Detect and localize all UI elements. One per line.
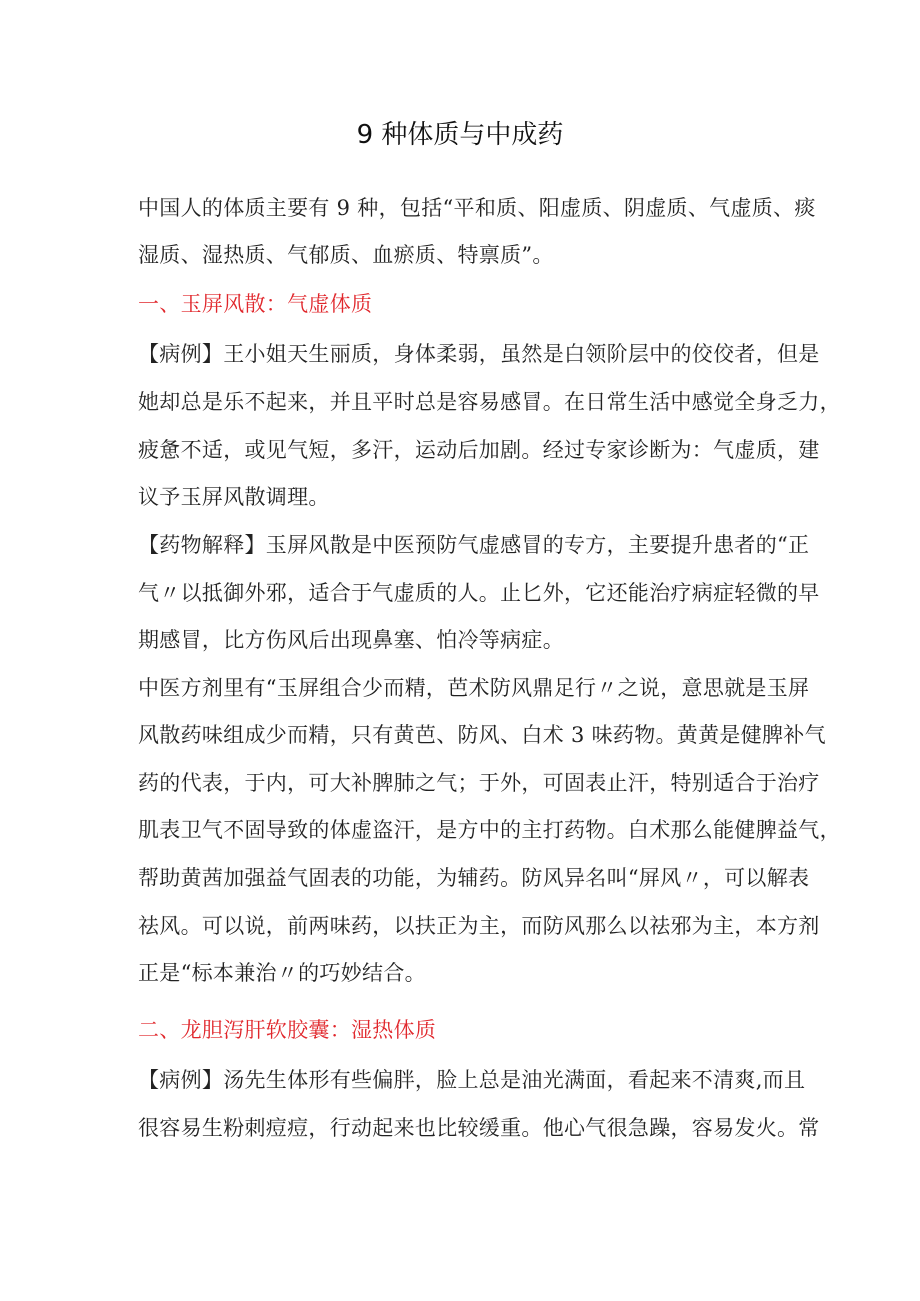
paragraph-line: 疲惫不适，或见气短，多汗，运动后加剧。经过专家诊断为：气虚质，建 xyxy=(138,438,820,462)
paragraph-line: 【病例】汤先生体形有些偏胖，脸上总是油光满面，看起来不清爽,而且 xyxy=(138,1068,806,1092)
paragraph-line: 湿质、湿热质、气郁质、血瘀质、特禀质”。 xyxy=(138,243,554,267)
paragraph-line: 风散药味组成少而精，只有黄芭、防风、白术 3 味药物。黄黄是健脾补气 xyxy=(138,723,826,747)
paragraph-line: 肌表卫气不固导致的体虚盗汗，是方中的主打药物。白术那么能健脾益气， xyxy=(138,818,841,842)
paragraph-line: 气〃以抵御外邪，适合于气虚质的人。止匕外，它还能治疗病症轻微的早 xyxy=(138,581,820,605)
paragraph-line: 【病例】王小姐天生丽质，身体柔弱，虽然是白领阶层中的佼佼者，但是 xyxy=(138,342,820,366)
paragraph-line: 议予玉屏风散调理。 xyxy=(138,485,330,509)
section-heading: 二、龙胆泻肝软胶囊：湿热体质 xyxy=(138,1018,437,1042)
paragraph-line: 她却总是乐不起来，并且平时总是容易感冒。在日常生活中感觉全身乏力， xyxy=(138,390,841,414)
paragraph-line: 祛风。可以说，前两味药，以扶正为主，而防风那么以祛邪为主，本方剂 xyxy=(138,914,820,938)
paragraph-line: 【药物解释】玉屏风散是中医预防气虚感冒的专方，主要提升患者的“正 xyxy=(138,533,810,557)
paragraph-line: 中医方剂里有“玉屏组合少而精，芭术防风鼎足行〃之说，意思就是玉屏 xyxy=(138,676,810,700)
paragraph-line: 中国人的体质主要有 9 种，包括“平和质、阳虚质、阴虚质、气虚质、痰 xyxy=(138,196,816,220)
paragraph-line: 药的代表，于内，可大补脾肺之气；于外，可固表止汗，特别适合于治疗 xyxy=(138,771,820,795)
paragraph-line: 期感冒，比方伤风后出现鼻塞、怕冷等病症。 xyxy=(138,628,564,652)
paragraph-line: 很容易生粉刺痘痘，行动起来也比较缓重。他心气很急躁，容易发火。常 xyxy=(138,1116,820,1140)
paragraph-line: 帮助黄茜加强益气固表的功能，为辅药。防风异名叫“屏风〃，可以解表 xyxy=(138,866,810,890)
document-title: 9 种体质与中成药 xyxy=(356,120,564,150)
paragraph-line: 正是“标本兼治〃的巧妙结合。 xyxy=(138,961,426,985)
section-heading: 一、玉屏风散：气虚体质 xyxy=(138,292,373,316)
